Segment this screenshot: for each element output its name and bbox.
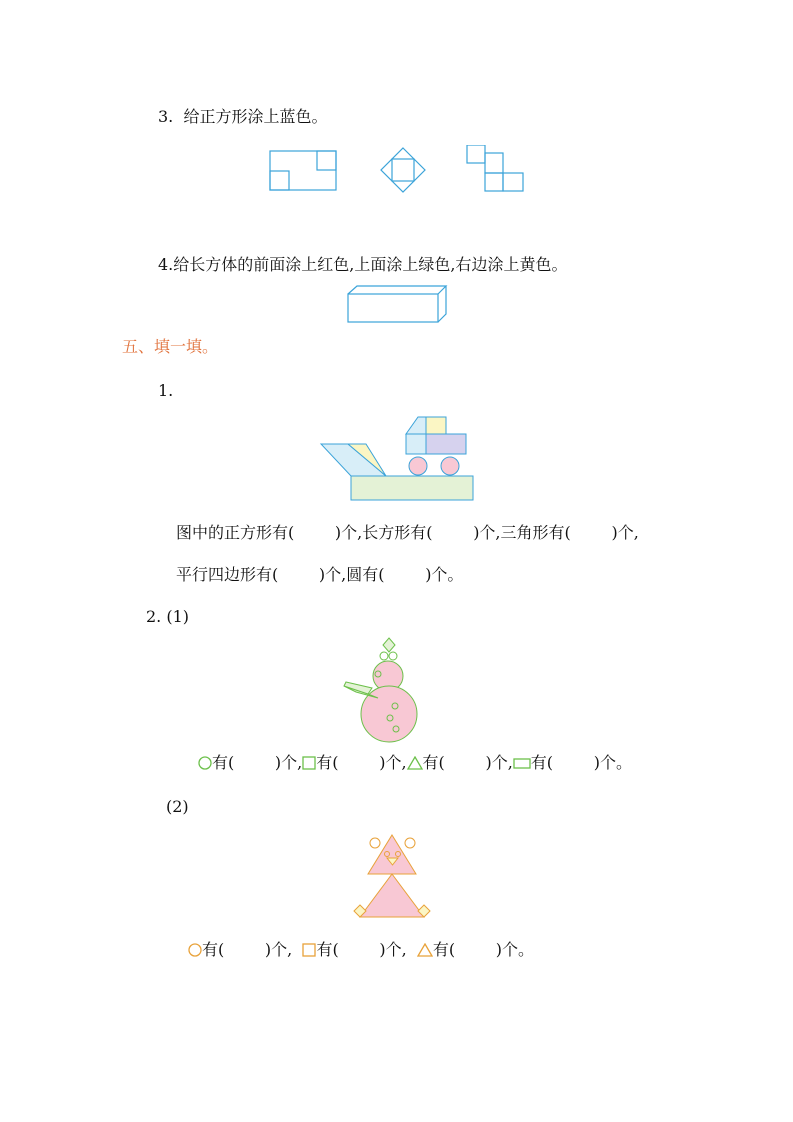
circle-icon (188, 943, 202, 957)
crane-truck-figure (318, 412, 478, 504)
fill-2-p2-triangle-answer: 有( )个。 (432, 940, 535, 959)
truck-wheel-left (409, 457, 427, 475)
square-icon (302, 756, 316, 770)
rectangle-icon (513, 756, 531, 770)
snowman-eye-left (380, 652, 388, 660)
fill-2-p1-rectangle-answer: 有( )个。 (530, 753, 632, 772)
cuboid-top-face (348, 286, 446, 294)
q3-inner-square-shape (392, 159, 414, 181)
bear-body-triangle (360, 874, 424, 917)
q3-square-shape-top-right (317, 151, 336, 170)
q3-step-square-3 (485, 173, 503, 191)
section-5-title: 五、填一填。 (122, 337, 219, 356)
triangle-icon (407, 756, 423, 770)
question-3-text: 3. 给正方形涂上蓝色。 (158, 107, 328, 126)
fill-1-line-1: 图中的正方形有( )个,长方形有( )个,三角形有( )个, (176, 523, 639, 542)
fill-2-part-2-line (188, 940, 534, 960)
truck-window-square (426, 417, 446, 434)
bear-figure (350, 832, 436, 922)
bear-ear-left (370, 838, 380, 848)
square-icon (302, 943, 316, 957)
fill-1-number: 1. (158, 381, 174, 400)
fill-2-part-1-line (198, 753, 632, 773)
crane-base-rectangle (351, 476, 473, 500)
fill-2-p1-square-answer: 有( )个, (316, 753, 407, 772)
truck-cab-square (406, 434, 426, 454)
fill-2-number: 2. (1) (146, 607, 190, 626)
fill-2-p2-square-answer: 有( )个, (316, 940, 407, 959)
question-4-text: 4.给长方体的前面涂上红色,上面涂上绿色,右边涂上黄色。 (158, 255, 568, 274)
q3-diamond-shape (381, 148, 425, 192)
truck-cab-top (406, 417, 426, 434)
truck-wheel-right (441, 457, 459, 475)
cuboid-front-face (348, 294, 438, 322)
fill-2-p2-circle-answer: 有( )个, (202, 940, 293, 959)
cuboid-figure (345, 284, 450, 326)
snowman-eye-right (389, 652, 397, 660)
q3-step-square-4 (503, 173, 523, 191)
fill-2-part-2-label: (2) (166, 797, 189, 816)
snowman-figure (338, 636, 428, 744)
bear-ear-right (405, 838, 415, 848)
q3-square-shape-bottom-left (270, 171, 289, 190)
fill-1-line-2: 平行四边形有( )个,圆有( )个。 (176, 565, 464, 584)
cuboid-right-face (438, 286, 446, 322)
fill-2-p1-circle-answer: 有( )个, (212, 753, 303, 772)
q3-step-rect-2 (485, 153, 503, 173)
snowman-hat-diamond (383, 638, 395, 652)
q3-step-square-1 (467, 145, 485, 163)
truck-body-rectangle (426, 434, 466, 454)
circle-icon (198, 756, 212, 770)
fill-2-p1-triangle-answer: 有( )个, (422, 753, 513, 772)
bear-head-triangle (368, 835, 416, 874)
q3-shapes-figure (265, 145, 530, 197)
triangle-icon (417, 943, 433, 957)
